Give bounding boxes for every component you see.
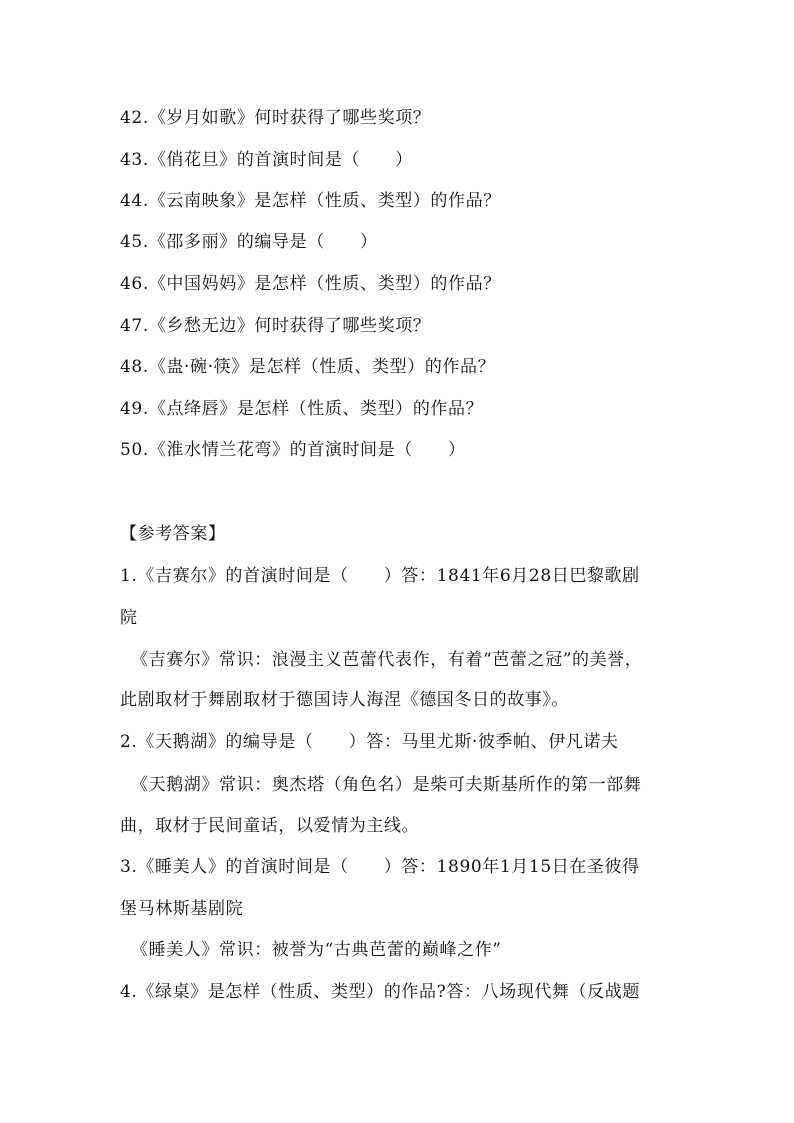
question-48: 48.《蛊·碗·筷》是怎样（性质、类型）的作品？ — [120, 357, 496, 377]
question-46: 46.《中国妈妈》是怎样（性质、类型）的作品？ — [120, 274, 501, 294]
answer-1-note: 《吉赛尔》常识：浪漫主义芭蕾代表作，有着“芭蕾之冠”的美誉， — [131, 650, 643, 670]
question-45: 45.《邵多丽》的编导是（ ） — [120, 232, 378, 252]
answer-2-note: 《天鹅湖》常识：奥杰塔（角色名）是柴可夫斯基所作的第一部舞 — [131, 775, 642, 795]
answer-1-note: 此剧取材于舞剧取材于德国诗人海涅《德国冬日的故事》。 — [120, 690, 570, 710]
question-49: 49.《点绛唇》是怎样（性质、类型）的作品？ — [120, 399, 484, 419]
answer-1-line: 院 — [120, 608, 138, 628]
answer-2-line: 2.《天鹅湖》的编导是（ ）答：马里尤斯·彼季帕、伊凡诺夫 — [120, 732, 619, 752]
answer-2-note: 曲，取材于民间童话，以爱情为主线。 — [120, 816, 420, 836]
answer-1-line: 1.《吉赛尔》的首演时间是（ ）答：1841年6月28日巴黎歌剧 — [120, 566, 640, 586]
answer-3-line: 堡马林斯基剧院 — [120, 899, 244, 919]
question-50: 50.《淮水情兰花弯》的首演时间是（ ） — [120, 440, 466, 460]
question-43: 43.《俏花旦》的首演时间是（ ） — [120, 150, 413, 170]
answers-heading: 【参考答案】 — [120, 524, 226, 544]
answer-3-line: 3.《睡美人》的首演时间是（ ）答：1890年1月15日在圣彼得 — [120, 857, 640, 877]
question-47: 47.《乡愁无边》何时获得了哪些奖项？ — [120, 316, 431, 336]
question-42: 42.《岁月如歌》何时获得了哪些奖项？ — [120, 108, 431, 128]
answer-4-line: 4.《绿桌》是怎样（性质、类型）的作品?答：八场现代舞（反战题 — [120, 982, 640, 1002]
question-44: 44.《云南映象》是怎样（性质、类型）的作品？ — [120, 191, 501, 211]
answer-3-note: 《睡美人》常识：被誉为“古典芭蕾的巅峰之作” — [131, 940, 502, 960]
